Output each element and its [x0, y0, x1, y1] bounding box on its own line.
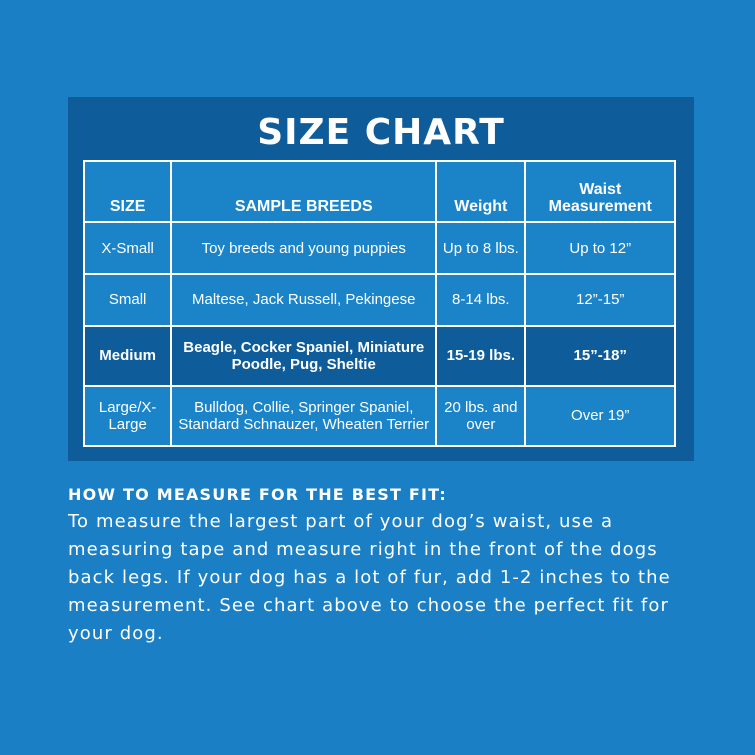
size-cell: Medium — [84, 326, 171, 386]
header-waist-measurement: Waist Measurement — [525, 161, 675, 222]
weight-cell: 20 lbs. and over — [436, 386, 525, 446]
breeds-cell: Toy breeds and young puppies — [171, 222, 436, 274]
breeds-cell: Bulldog, Collie, Springer Spaniel, Standard Schnauzer, Wheaten Terrier — [171, 386, 436, 446]
weight-cell: Up to 8 lbs. — [436, 222, 525, 274]
measure-body-text: To measure the largest part of your dog’s waist, use a measuring tape and measure right in the front of the dogs back legs. If your dog has a lot of fur, add 1-2 inches to the measurement. See chart above to choose the perfect fit for your dog. — [68, 511, 671, 644]
header-sample-breeds: SAMPLE BREEDS — [171, 161, 436, 222]
size-table — [83, 160, 676, 447]
weight-cell: 15-19 lbs. — [436, 326, 525, 386]
waist-cell: 12”-15” — [525, 274, 675, 326]
measure-heading: HOW TO MEASURE FOR THE BEST FIT: — [68, 485, 447, 504]
waist-cell: 15”-18” — [525, 326, 675, 386]
table-row-highlighted — [84, 326, 675, 386]
size-cell: X-Small — [84, 222, 171, 274]
waist-cell: Up to 12” — [525, 222, 675, 274]
breeds-cell: Beagle, Cocker Spaniel, Miniature Poodle, Pug, Sheltie — [171, 326, 436, 386]
breeds-cell: Maltese, Jack Russell, Pekingese — [171, 274, 436, 326]
table-row — [84, 386, 675, 446]
size-cell: Small — [84, 274, 171, 326]
header-weight: Weight — [436, 161, 525, 222]
size-cell: Large/X-Large — [84, 386, 171, 446]
table-row — [84, 222, 675, 274]
chart-title: SIZE CHART — [257, 112, 505, 153]
weight-cell: 8-14 lbs. — [436, 274, 525, 326]
measure-instructions — [68, 484, 708, 648]
table-header-row — [84, 161, 675, 222]
table-row — [84, 274, 675, 326]
size-chart-panel — [68, 97, 694, 461]
waist-cell: Over 19” — [525, 386, 675, 446]
header-size: SIZE — [84, 161, 171, 222]
